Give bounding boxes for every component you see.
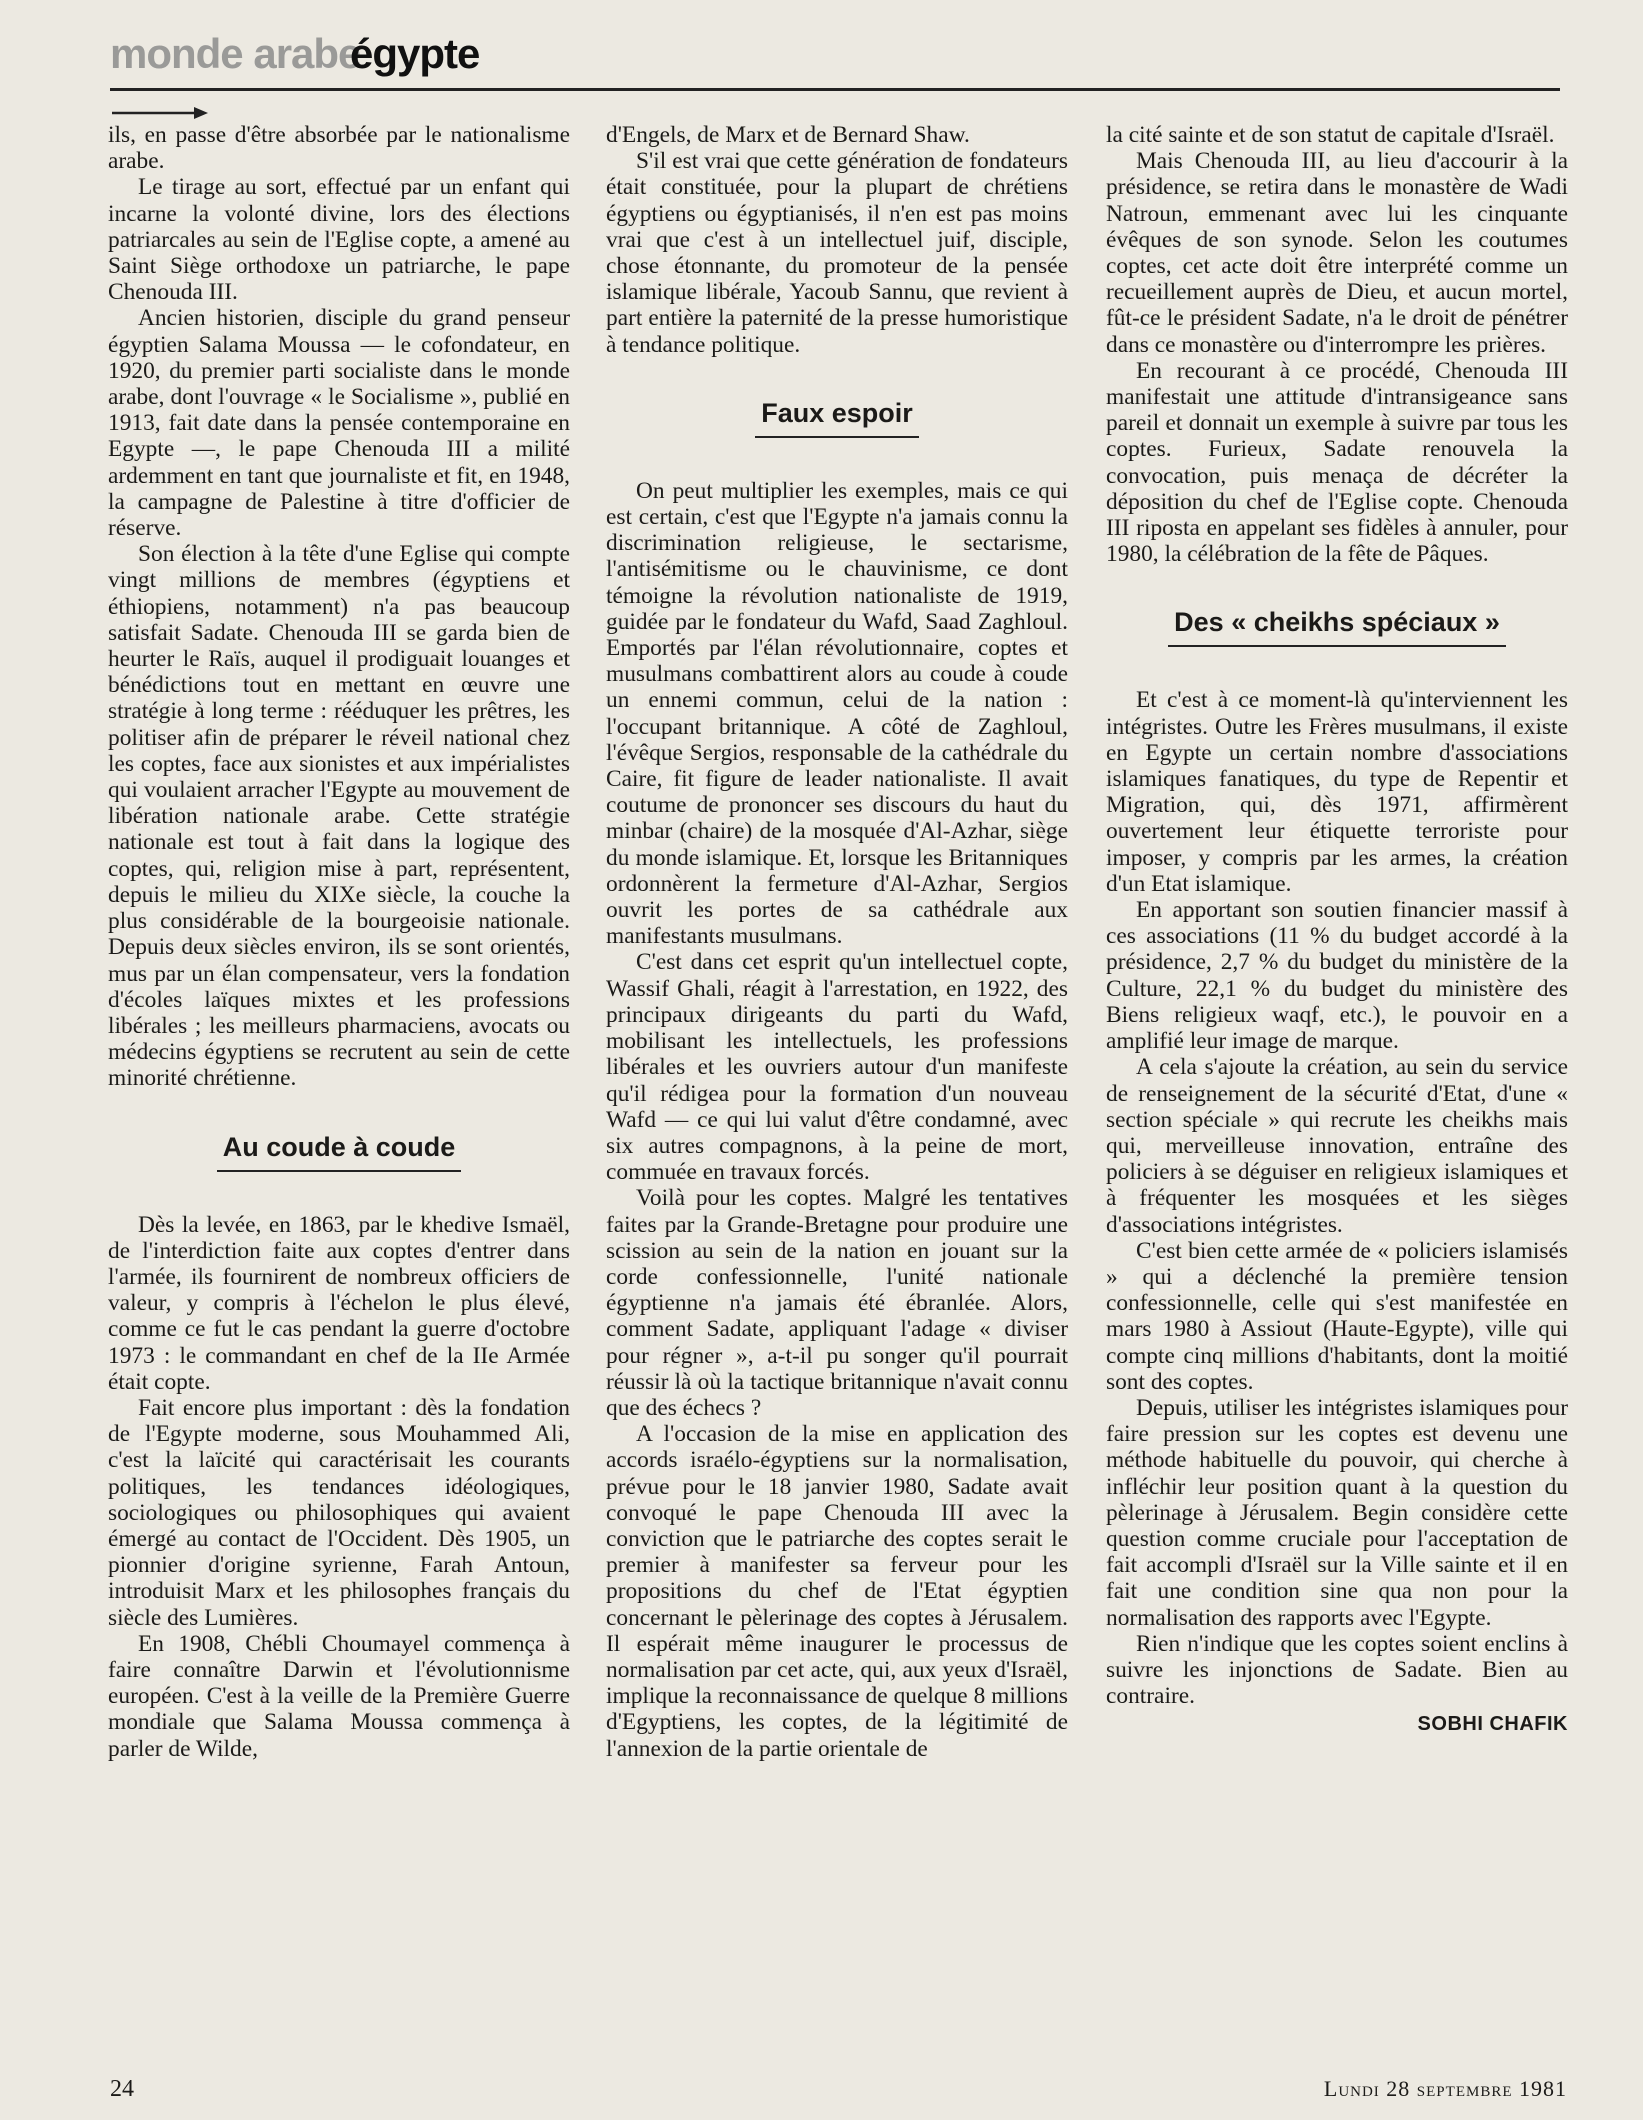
paragraph: En apportant son soutien financier massif à ces associations (11 % du budget accordé à la présidence, 2,7 % du budget du ministère de la Culture, 22,1 % du budget du ministère des Biens religieux waqf, etc.), le pouvoir en a amplifié leur image de marque. [1106, 897, 1568, 1055]
article-column-2 [606, 122, 1068, 1762]
article-column-3 [1106, 122, 1568, 1738]
paragraph: Ancien historien, disciple du grand penseur égyptien Salama Moussa — le cofondateur, en 1920, du premier parti socialiste dans le monde arabe, dont l'ouvrage « le Socialisme », publié en 1913, fait date dans la pensée contemporaine en Egypte —, le pape Chenouda III a milité ardemment en tant que journaliste et fit, en 1948, la campagne de Palestine à titre d'officier de réserve. [108, 305, 570, 542]
paragraph: En 1908, Chébli Choumayel commença à faire connaître Darwin et l'évolutionnisme européen. C'est à la veille de la Première Guerre mondiale que Salama Moussa commença à parler de Wilde, [108, 1630, 570, 1762]
header-rule [110, 88, 1560, 91]
paragraph: ils, en passe d'être absorbée par le nationalisme arabe. [108, 122, 570, 175]
subheading-text: Faux espoir [755, 396, 919, 438]
paragraph: A l'occasion de la mise en application des accords israélo-égyptiens sur la normalisation, prévue pour le 18 janvier 1980, Sadate avait convoqué le pape Chenouda III avec la conviction que le patriarche des coptes serait le premier à manifester sa ferveur pour les propositions du chef de l'Etat égyptien concernant le pèlerinage des coptes à Jérusalem. Il espérait même inaugurer le processus de normalisation par cet acte, qui, aux yeux d'Israël, implique la reconnaissance de quelque 8 millions d'Egyptiens, les coptes, de la légitimité de l'annexion de la partie orientale de [606, 1421, 1068, 1762]
paragraph: En recourant à ce procédé, Chenouda III manifestait une attitude d'intransigeance sans pareil et donnait un exemple à suivre par tous les coptes. Furieux, Sadate renouvela la convocation, puis menaça de décréter la déposition du chef de l'Eglise copte. Chenouda III riposta en appelant ses fidèles à annuler, pour 1980, la célébration de la fête de Pâques. [1106, 357, 1568, 568]
paragraph: C'est dans cet esprit qu'un intellectuel copte, Wassif Ghali, réagit à l'arrestation, en 1922, des principaux dirigeants du parti du Wafd, mobilisant les intellectuels, les professions libérales et les ouvriers autour d'un manifeste qu'il rédigea pour la formation d'un nouveau Wafd — ce qui lui valut d'être condamné, avec six autres compagnons, à la peine de mort, commuée en travaux forcés. [606, 949, 1068, 1186]
paragraph: Fait encore plus important : dès la fondation de l'Egypte moderne, sous Mouhammed Ali, c'est la laïcité qui caractérisait les courants politiques, les tendances idéologiques, sociologiques ou philosophiques qui avaient émergé au contact de l'Occident. Dès 1905, un pionnier d'origine syrienne, Farah Antoun, introduisit Marx et les philosophes français du siècle des Lumières. [108, 1394, 570, 1631]
continuation-arrow-icon [110, 104, 210, 120]
paragraph: Son élection à la tête d'une Eglise qui compte vingt millions de membres (égyptiens et éthiopiens, notamment) n'a pas beaucoup satisfait Sadate. Chenouda III se garda bien de heurter le Raïs, auquel il prodiguait louanges et bénédictions tout en mettant en œuvre une stratégie à long terme : rééduquer les prêtres, les politiser afin de préparer le réveil national chez les coptes, face aux sionistes et aux impérialistes qui voulaient arracher l'Egypte au mouvement de libération nationale arabe. Cette stratégie nationale est tout à fait dans la logique des coptes, qui, religion mise à part, représentent, depuis le milieu du XIXe siècle, la couche la plus considérable de la bourgeoisie nationale. Depuis deux siècles environ, ils se sont orientés, mus par un élan compensateur, vers la fondation d'écoles laïques mixtes et les professions libérales ; les meilleurs pharmaciens, avocats ou médecins égyptiens se recrutent au sein de cette minorité chrétienne. [108, 541, 570, 1092]
author-signature: SOBHI CHAFIK [1417, 1713, 1568, 1736]
paragraph: Mais Chenouda III, au lieu d'accourir à la présidence, se retira dans le monastère de Wadi Natroun, emmenant avec lui les cinquante évêques de son synode. Selon les coutumes coptes, cet acte doit être interprété comme un recueillement auprès de Dieu, et aucun mortel, fût-ce le président Sadate, n'a le droit de pénétrer dans ce monastère ou d'interrompre les prières. [1106, 148, 1568, 358]
subheading-text: Des « cheikhs spéciaux » [1168, 605, 1506, 647]
paragraph: S'il est vrai que cette génération de fondateurs était constituée, pour la plupart de chrétiens égyptiens ou égyptianisés, il n'en est pas moins vrai que c'est à un intellectuel juif, disciple, chose étonnante, du promoteur de la pensée islamique libérale, Yacoub Sannu, que revient à part entière la paternité de la presse humoristique à tendance politique. [606, 148, 1068, 358]
paragraph: la cité sainte et de son statut de capitale d'Israël. [1106, 122, 1555, 148]
article-column-1 [108, 122, 570, 1762]
rubric-label: monde arabe [110, 30, 361, 77]
paragraph: Rien n'indique que les coptes soient enclins à suivre les injonctions de Sadate. Bien au contraire. [1106, 1630, 1568, 1710]
paragraph: Depuis, utiliser les intégristes islamiques pour faire pression sur les coptes est devenu une méthode habituelle du pouvoir, qui cherche à infléchir leur position quant à la question du pèlerinage à Jérusalem. Begin considère cette question comme cruciale pour l'acceptation de fait accompli d'Israël sur la Ville sainte et il en fait une condition sine qua non pour la normalisation des rapports avec l'Egypte. [1106, 1394, 1568, 1631]
section-title: égypte [350, 30, 480, 77]
paragraph: C'est bien cette armée de « policiers islamisés » qui a déclenché la première tension confessionnelle, celle qui s'est manifestée en mars 1980 à Assiout (Haute-Egypte), ville qui compte cinq millions d'habitants, dont la moitié sont des coptes. [1106, 1237, 1568, 1395]
paragraph: d'Engels, de Marx et de Bernard Shaw. [606, 122, 970, 148]
paragraph: On peut multiplier les exemples, mais ce qui est certain, c'est que l'Egypte n'a jamais connu la discrimination religieuse, le sectarisme, l'antisémitisme ou le chauvinisme, ce dont témoigne la révolution nationaliste de 1919, guidée par le fondateur du Wafd, Saad Zaghloul. Emportés par l'élan révolutionnaire, coptes et musulmans combattirent alors au coude à coude un ennemi commun, celui de la nation : l'occupant britannique. A côté de Zaghloul, l'évêque Sergios, responsable de la cathédrale du Caire, fit figure de leader nationaliste. Il avait coutume de prononcer ses discours du haut du minbar (chaire) de la mosquée d'Al-Azhar, siège du monde islamique. Et, lorsque les Britanniques ordonnèrent la fermeture d'Al-Azhar, Sergios ouvrit les portes de sa cathédrale aux manifestants musulmans. [606, 477, 1068, 950]
page-number: 24 [110, 2076, 134, 2102]
paragraph: Dès la levée, en 1863, par le khedive Ismaël, de l'interdiction faite aux coptes d'entrer dans l'armée, ils fournirent de nombreux officiers de valeur, y compris à l'échelon le plus élevé, comme ce fut le cas pendant la guerre d'octobre 1973 : le commandant en chef de la IIe Armée était copte. [108, 1211, 570, 1395]
page-header [110, 22, 1560, 92]
issue-date: Lundi 28 septembre 1981 [1323, 2076, 1567, 2101]
paragraph: Voilà pour les coptes. Malgré les tentatives faites par la Grande-Bretagne pour produire une scission au sein de la nation en jouant sur la corde confessionnelle, l'unité nationale égyptienne n'a jamais été ébranlée. Alors, comment Sadate, appliquant l'adage « diviser pour régner », a-t-il pu songer qu'il pourrait réussir là où la tactique britannique n'avait connu que des échecs ? [606, 1185, 1068, 1421]
paragraph: A cela s'ajoute la création, au sein du service de renseignement de la sécurité d'Etat, d'une « section spéciale » qui recrute les cheikhs mais qui, merveilleuse innovation, entraîne des policiers à se déguiser en religieux islamiques et à fréquenter les mosquées et les sièges d'associations intégristes. [1106, 1054, 1568, 1238]
subheading-text: Au coude à coude [217, 1130, 462, 1172]
paragraph: Le tirage au sort, effectué par un enfant qui incarne la volonté divine, lors des élections patriarcales au sein de l'Eglise copte, a amené au Saint Siège orthodoxe un patriarche, le pape Chenouda III. [108, 174, 570, 306]
subheading [108, 1130, 570, 1172]
subheading [1106, 605, 1568, 647]
paragraph: Et c'est à ce moment-là qu'interviennent les intégristes. Outre les Frères musulmans, il existe en Egypte un certain nombre d'associations islamiques fanatiques, du type de Repentir et Migration, qui, dès 1971, affirmèrent ouvertement leur étiquette terroriste pour imposer, y compris par les armes, la création d'un Etat islamique. [1106, 687, 1568, 897]
subheading [606, 396, 1068, 438]
